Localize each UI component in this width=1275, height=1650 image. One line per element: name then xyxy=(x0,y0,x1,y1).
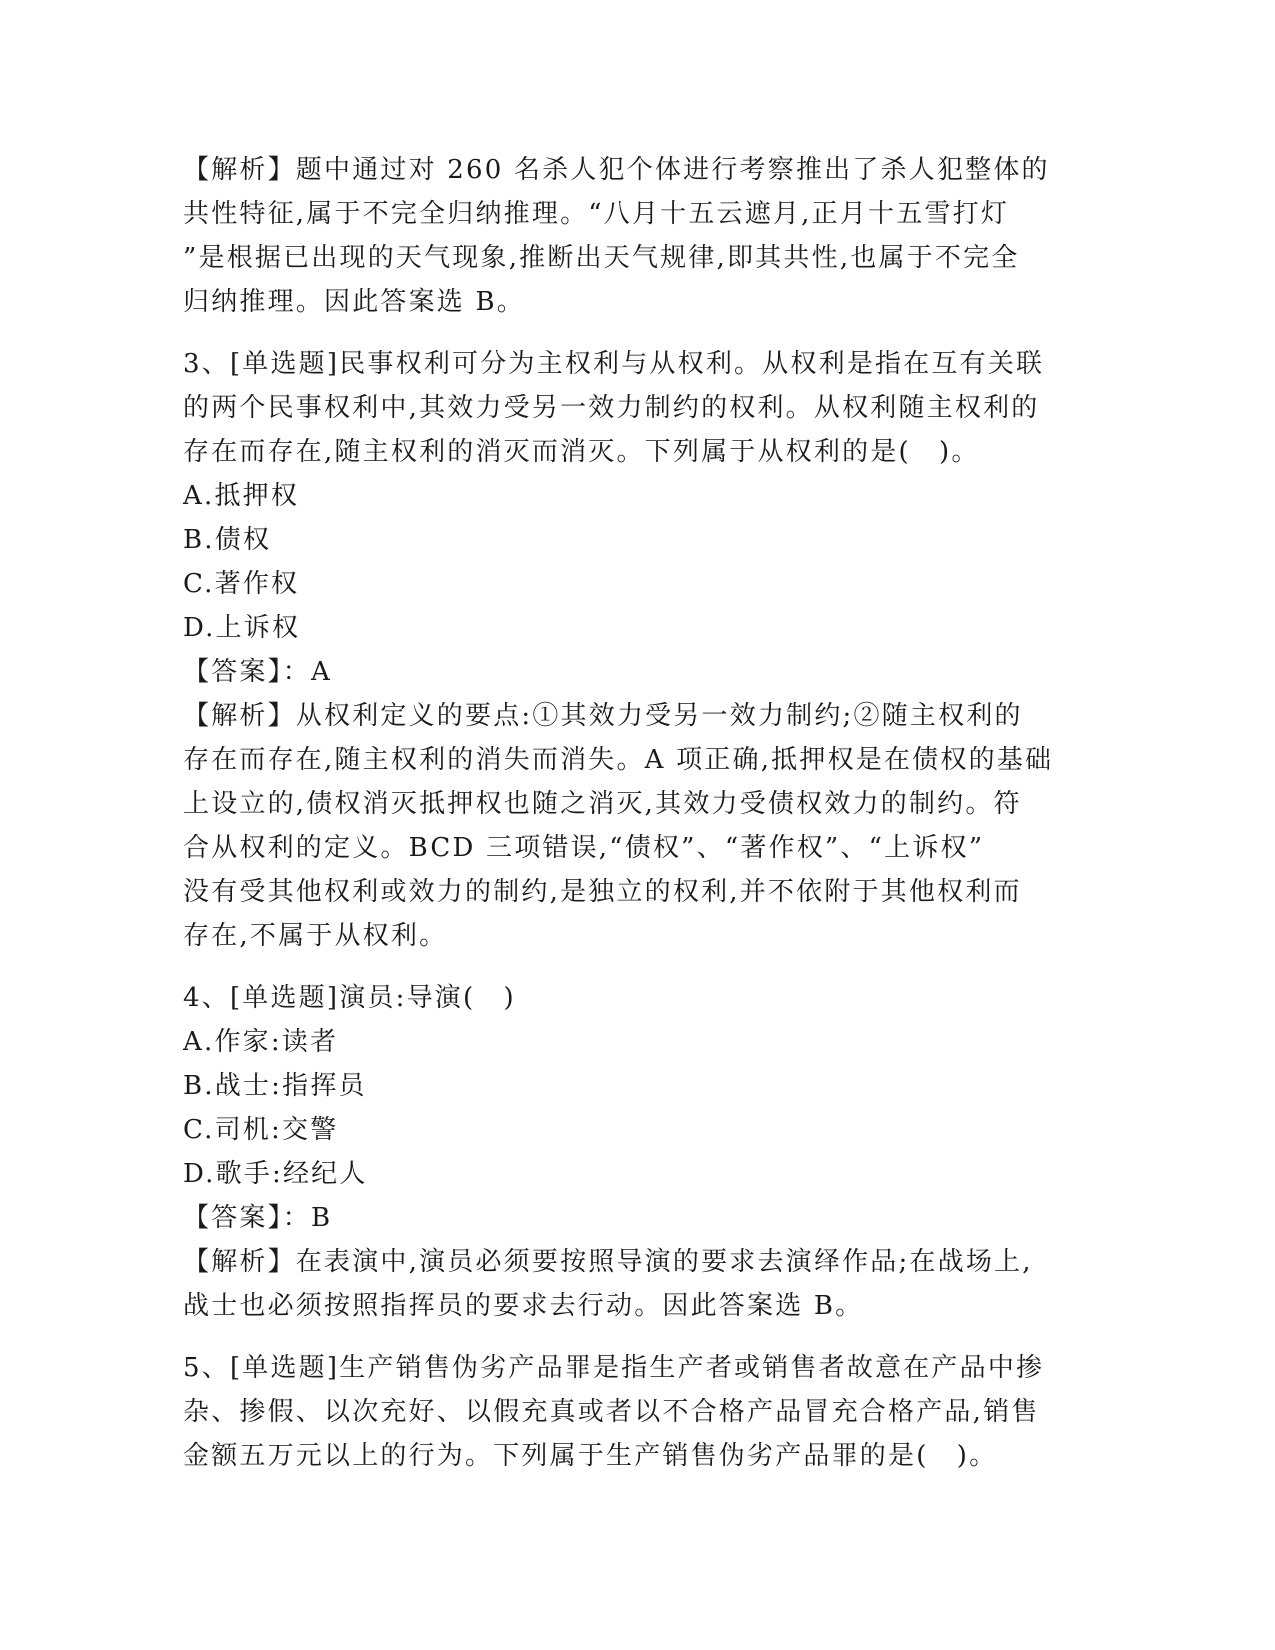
q3-option-b: B.债权 xyxy=(183,525,272,555)
q3-question xyxy=(183,342,1083,474)
q3-analysis xyxy=(183,694,1083,958)
q5-question-line: 5、[单选题]生产销售伪劣产品罪是指生产者或销售者故意在产品中掺 xyxy=(183,1353,1045,1383)
q3-question-line: 3、[单选题]民事权利可分为主权利与从权利。从权利是指在互有关联 xyxy=(183,349,1045,379)
q3-answer: 【答案】：A xyxy=(183,657,332,687)
q2-analysis-line: 【解析】题中通过对 260 名杀人犯个体进行考察推出了杀人犯整体的 xyxy=(183,155,1050,185)
q4-option-d: D.歌手:经纪人 xyxy=(183,1159,368,1189)
q3-option-c: C.著作权 xyxy=(183,569,300,599)
q4-analysis-line: 【解析】在表演中,演员必须要按照导演的要求去演绎作品;在战场上, xyxy=(183,1247,1033,1277)
q3-question-line: 存在而存在,随主权利的消灭而消灭。下列属于从权利的是( )。 xyxy=(183,437,980,467)
q4-option-a: A.作家:读者 xyxy=(183,1027,339,1057)
q3-options xyxy=(183,474,1083,650)
q4-option-b: B.战士:指挥员 xyxy=(183,1071,367,1101)
q2-analysis-line: 归纳推理。因此答案选 B。 xyxy=(183,287,525,317)
q3-analysis-line: 合从权利的定义。BCD 三项错误,“债权”、“著作权”、“上诉权” xyxy=(183,833,985,863)
document-page xyxy=(183,148,1083,1478)
q3-analysis-line: 【解析】从权利定义的要点:①其效力受另一效力制约;②随主权利的 xyxy=(183,701,1023,731)
q4-question-line: 4、[单选题]演员:导演( ) xyxy=(183,983,516,1013)
q4-analysis xyxy=(183,1240,1083,1328)
q2-analysis xyxy=(183,148,1083,324)
q3-analysis-line: 没有受其他权利或效力的制约,是独立的权利,并不依附于其他权利而 xyxy=(183,877,1022,907)
q3-analysis-line: 上设立的,债权消灭抵押权也随之消灭,其效力受债权效力的制约。符 xyxy=(183,789,1022,819)
q3-option-a: A.抵押权 xyxy=(183,481,300,511)
q4-option-c: C.司机:交警 xyxy=(183,1115,339,1145)
q4-options xyxy=(183,1020,1083,1196)
q4-answer: 【答案】：B xyxy=(183,1203,333,1233)
q3-analysis-line: 存在而存在,随主权利的消失而消失。A 项正确,抵押权是在债权的基础 xyxy=(183,745,1054,775)
q5-question-line: 金额五万元以上的行为。下列属于生产销售伪劣产品罪的是( )。 xyxy=(183,1441,998,1471)
q2-analysis-line: ”是根据已出现的天气现象,推断出天气规律,即其共性,也属于不完全 xyxy=(183,243,1020,273)
q3-analysis-line: 存在,不属于从权利。 xyxy=(183,921,448,951)
q3-question-line: 的两个民事权利中,其效力受另一效力制约的权利。从权利随主权利的 xyxy=(183,393,1040,423)
q4-question xyxy=(183,976,1083,1020)
q4-analysis-line: 战士也必须按照指挥员的要求去行动。因此答案选 B。 xyxy=(183,1291,864,1321)
q5-question xyxy=(183,1346,1083,1478)
q3-option-d: D.上诉权 xyxy=(183,613,301,643)
q2-analysis-line: 共性特征,属于不完全归纳推理。“八月十五云遮月,正月十五雪打灯 xyxy=(183,199,1010,229)
q5-question-line: 杂、掺假、以次充好、以假充真或者以不合格产品冒充合格产品,销售 xyxy=(183,1397,1040,1427)
